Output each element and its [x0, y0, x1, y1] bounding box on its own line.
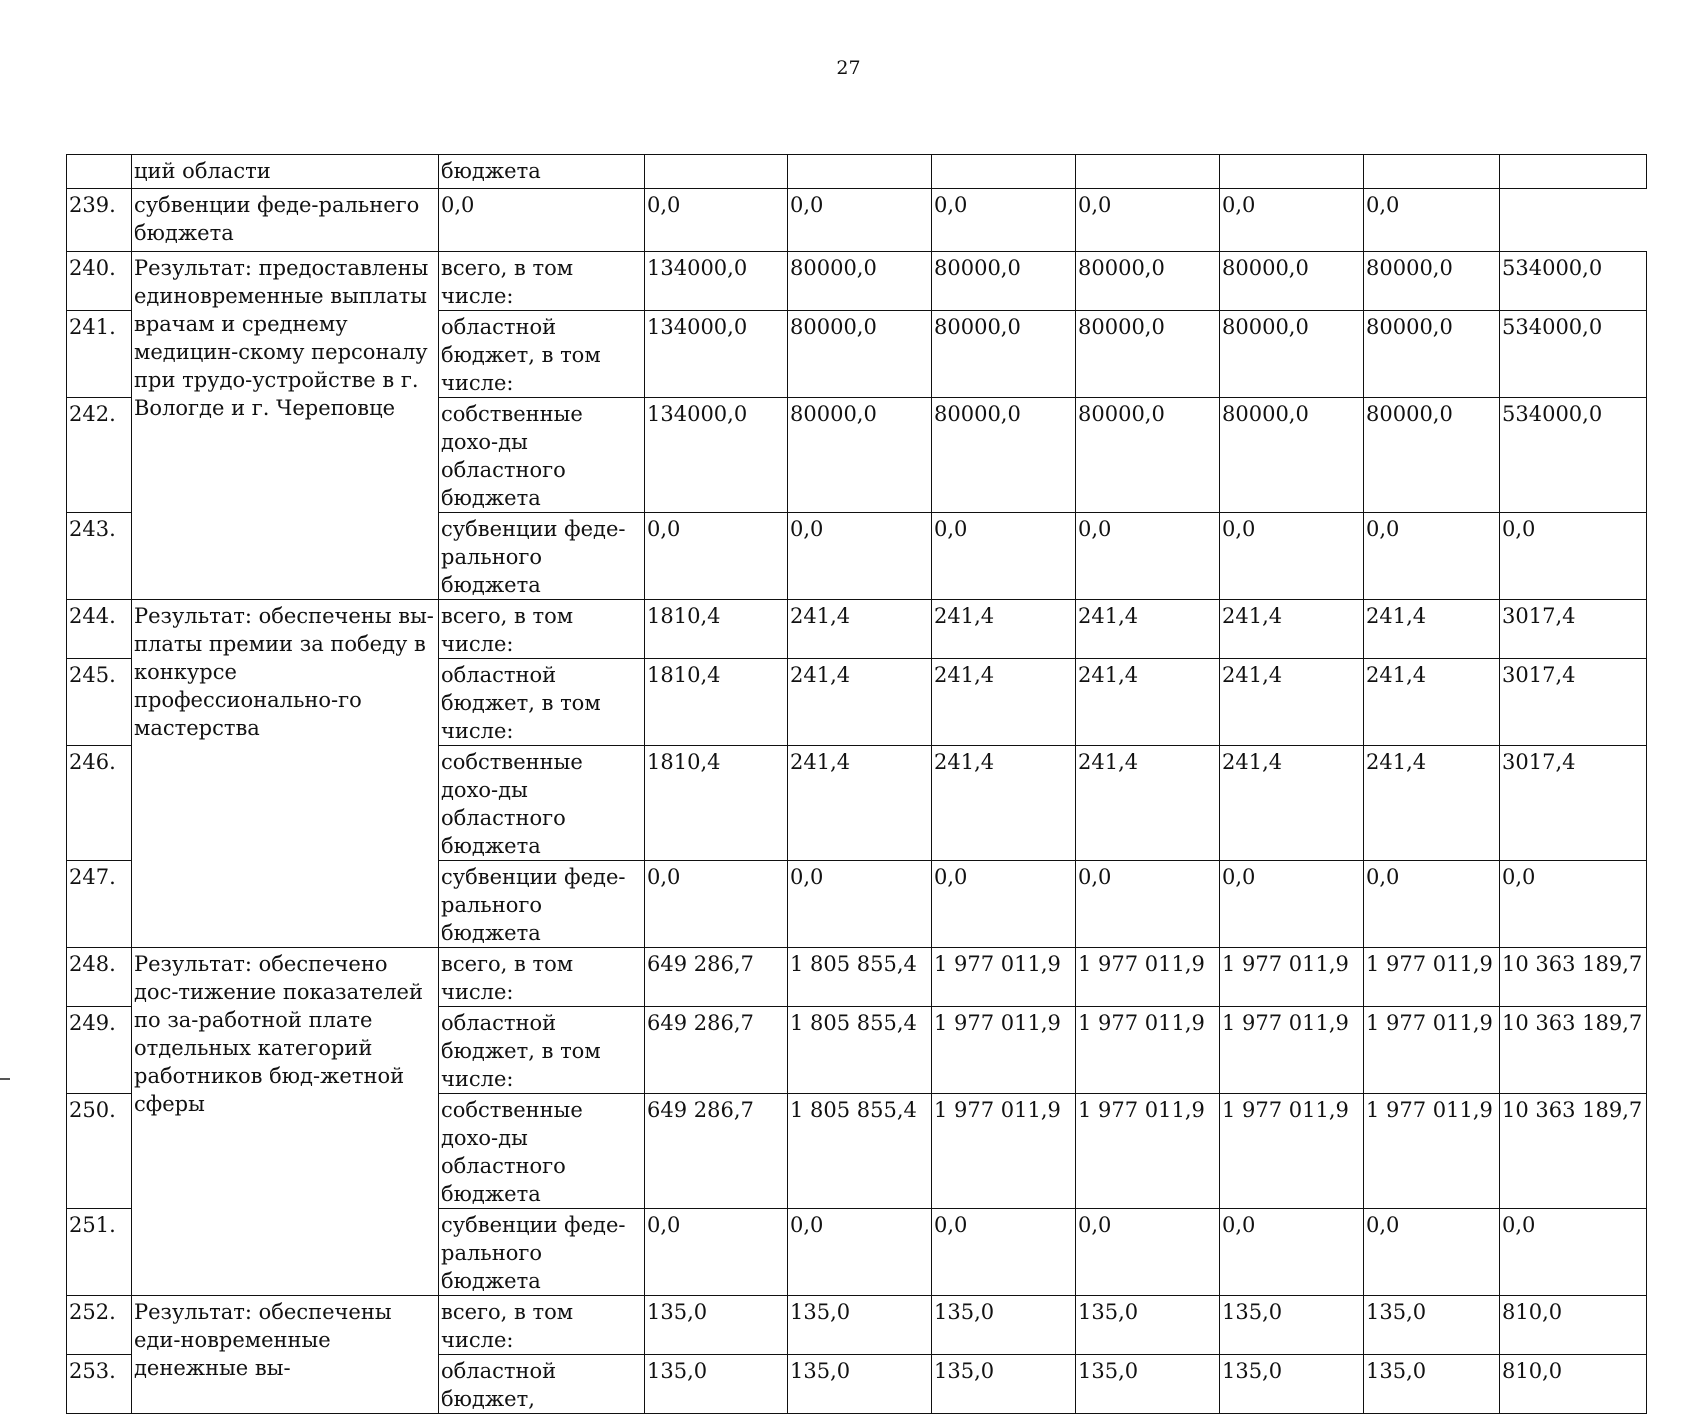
table-row [67, 600, 1647, 659]
year-value-cell: 0,0 [932, 1209, 1076, 1296]
row-number: 252. [67, 1296, 132, 1355]
year-value-cell: 1 977 011,9 [1220, 948, 1364, 1007]
row-number [67, 155, 132, 189]
row-number: 249. [67, 1007, 132, 1094]
year-value-cell: 0,0 [1076, 513, 1220, 600]
year-value-cell: 241,4 [1364, 746, 1500, 861]
row-number: 242. [67, 398, 132, 513]
row-number: 245. [67, 659, 132, 746]
year-value-cell: 80000,0 [788, 252, 932, 311]
year-value-cell: 0,0 [1364, 1209, 1500, 1296]
total-value-cell: 0,0 [1364, 189, 1500, 252]
year-value-cell: 649 286,7 [645, 948, 788, 1007]
page-number: 27 [836, 57, 861, 79]
year-value-cell: 0,0 [932, 189, 1076, 252]
table-row [67, 1296, 1647, 1355]
year-value-cell: 135,0 [645, 1355, 788, 1414]
table-row [67, 155, 1647, 189]
funding-source: субвенции феде-рального бюджета [439, 1209, 645, 1296]
row-number: 251. [67, 1209, 132, 1296]
year-value-cell: 135,0 [932, 1355, 1076, 1414]
year-value-cell: 649 286,7 [645, 1094, 788, 1209]
year-value-cell: 1 977 011,9 [1076, 1007, 1220, 1094]
total-value-cell: 10 363 189,7 [1500, 948, 1647, 1007]
result-description: Результат: предоставлены единовременные выплаты врачам и среднему медицин-скому персоналу при трудо-устройстве в г. Вологде и г. Череповце [132, 252, 439, 600]
total-value-cell: 534000,0 [1500, 398, 1647, 513]
year-value-cell: 134000,0 [645, 398, 788, 513]
year-value-cell: 0,0 [645, 861, 788, 948]
year-value-cell: 241,4 [788, 600, 932, 659]
year-value-cell [1076, 155, 1220, 189]
year-value-cell: 1 977 011,9 [932, 948, 1076, 1007]
result-description: Результат: обеспечены еди-новременные денежные вы- [132, 1296, 439, 1414]
year-value-cell: 0,0 [1220, 861, 1364, 948]
funding-source: субвенции феде-ральнего бюджета [132, 189, 439, 252]
funding-source: всего, в том числе: [439, 600, 645, 659]
year-value-cell: 80000,0 [932, 311, 1076, 398]
year-value-cell: 0,0 [645, 1209, 788, 1296]
funding-source: областной бюджет, в том числе: [439, 659, 645, 746]
year-value-cell: 1 805 855,4 [788, 948, 932, 1007]
funding-source: всего, в том числе: [439, 1296, 645, 1355]
year-value-cell: 1 977 011,9 [1076, 1094, 1220, 1209]
year-value-cell: 1 977 011,9 [1220, 1094, 1364, 1209]
year-value-cell: 1810,4 [645, 746, 788, 861]
margin-mark [0, 1078, 10, 1080]
year-value-cell: 0,0 [1220, 513, 1364, 600]
total-value-cell: 810,0 [1500, 1296, 1647, 1355]
result-description: Результат: обеспечены вы-платы премии за победу в конкурсе профессионально-го мастерства [132, 600, 439, 948]
year-value-cell: 241,4 [1364, 600, 1500, 659]
year-value-cell: 0,0 [1220, 189, 1364, 252]
total-value-cell: 0,0 [1500, 1209, 1647, 1296]
year-value-cell: 135,0 [788, 1355, 932, 1414]
year-value-cell: 80000,0 [1220, 252, 1364, 311]
year-value-cell: 1 977 011,9 [932, 1094, 1076, 1209]
total-value-cell: 810,0 [1500, 1355, 1647, 1414]
year-value-cell: 241,4 [1364, 659, 1500, 746]
total-value-cell: 3017,4 [1500, 746, 1647, 861]
year-value-cell: 241,4 [1220, 600, 1364, 659]
total-value-cell: 534000,0 [1500, 252, 1647, 311]
year-value-cell: 134000,0 [645, 252, 788, 311]
funding-source: областной бюджет, в том числе: [439, 1007, 645, 1094]
year-value-cell: 0,0 [788, 1209, 932, 1296]
year-value-cell: 0,0 [932, 861, 1076, 948]
year-value-cell: 135,0 [1076, 1355, 1220, 1414]
total-value-cell: 10 363 189,7 [1500, 1007, 1647, 1094]
year-value-cell: 1810,4 [645, 659, 788, 746]
year-value-cell: 241,4 [1076, 659, 1220, 746]
year-value-cell: 1 977 011,9 [1364, 1007, 1500, 1094]
year-value-cell: 0,0 [1220, 1209, 1364, 1296]
row-number: 247. [67, 861, 132, 948]
year-value-cell: 80000,0 [932, 398, 1076, 513]
year-value-cell: 0,0 [1364, 513, 1500, 600]
funding-source: собственные дохо-ды областного бюджета [439, 1094, 645, 1209]
total-value-cell: 0,0 [1500, 513, 1647, 600]
total-value-cell: 534000,0 [1500, 311, 1647, 398]
year-value-cell: 80000,0 [1076, 311, 1220, 398]
row-number: 244. [67, 600, 132, 659]
year-value-cell [932, 155, 1076, 189]
year-value-cell: 80000,0 [788, 311, 932, 398]
result-description: ций области [132, 155, 439, 189]
year-value-cell: 1 977 011,9 [1076, 948, 1220, 1007]
row-number: 253. [67, 1355, 132, 1414]
funding-source: бюджета [439, 155, 645, 189]
year-value-cell: 241,4 [932, 600, 1076, 659]
year-value-cell: 649 286,7 [645, 1007, 788, 1094]
year-value-cell: 0,0 [645, 189, 788, 252]
year-value-cell: 0,0 [788, 513, 932, 600]
year-value-cell: 80000,0 [1364, 252, 1500, 311]
year-value-cell: 241,4 [932, 659, 1076, 746]
table-row [67, 948, 1647, 1007]
year-value-cell: 241,4 [1076, 746, 1220, 861]
year-value-cell: 135,0 [1076, 1296, 1220, 1355]
funding-source: собственные дохо-ды областного бюджета [439, 398, 645, 513]
funding-source: субвенции феде-рального бюджета [439, 513, 645, 600]
year-value-cell [645, 155, 788, 189]
year-value-cell: 0,0 [788, 189, 932, 252]
funding-source: всего, в том числе: [439, 948, 645, 1007]
year-value-cell: 1 977 011,9 [1364, 1094, 1500, 1209]
year-value-cell: 80000,0 [1076, 252, 1220, 311]
year-value-cell: 0,0 [645, 513, 788, 600]
result-description: Результат: обеспечено дос-тижение показателей по за-работной плате отдельных категорий работников бюд-жетной сферы [132, 948, 439, 1296]
year-value-cell: 80000,0 [1364, 311, 1500, 398]
year-value-cell: 135,0 [1364, 1355, 1500, 1414]
year-value-cell: 241,4 [1220, 659, 1364, 746]
funding-source: областной бюджет, [439, 1355, 645, 1414]
year-value-cell: 80000,0 [1220, 311, 1364, 398]
year-value-cell: 80000,0 [932, 252, 1076, 311]
year-value-cell: 0,0 [932, 513, 1076, 600]
funding-source: субвенции феде-рального бюджета [439, 861, 645, 948]
table-row [67, 189, 1647, 252]
row-number: 240. [67, 252, 132, 311]
total-value-cell [1500, 155, 1647, 189]
year-value-cell: 241,4 [1076, 600, 1220, 659]
year-value-cell: 135,0 [1220, 1296, 1364, 1355]
funding-source: собственные дохо-ды областного бюджета [439, 746, 645, 861]
year-value-cell: 1 805 855,4 [788, 1094, 932, 1209]
row-number: 250. [67, 1094, 132, 1209]
funding-source: всего, в том числе: [439, 252, 645, 311]
year-value-cell: 80000,0 [1364, 398, 1500, 513]
year-value-cell: 1 805 855,4 [788, 1007, 932, 1094]
year-value-cell: 135,0 [788, 1296, 932, 1355]
funding-source: областной бюджет, в том числе: [439, 311, 645, 398]
row-number: 248. [67, 948, 132, 1007]
row-number: 239. [67, 189, 132, 252]
total-value-cell: 3017,4 [1500, 600, 1647, 659]
year-value-cell: 241,4 [1220, 746, 1364, 861]
row-number: 241. [67, 311, 132, 398]
year-value-cell: 1 977 011,9 [932, 1007, 1076, 1094]
budget-table [66, 154, 1647, 1414]
year-value-cell: 135,0 [932, 1296, 1076, 1355]
year-value-cell: 0,0 [1076, 861, 1220, 948]
year-value-cell: 1 977 011,9 [1364, 948, 1500, 1007]
row-number: 246. [67, 746, 132, 861]
year-value-cell: 0,0 [1076, 1209, 1220, 1296]
year-value-cell: 135,0 [1364, 1296, 1500, 1355]
year-value-cell: 0,0 [1076, 189, 1220, 252]
year-value-cell: 1 977 011,9 [1220, 1007, 1364, 1094]
year-value-cell: 241,4 [788, 659, 932, 746]
row-number: 243. [67, 513, 132, 600]
total-value-cell: 0,0 [1500, 861, 1647, 948]
year-value-cell: 0,0 [439, 189, 645, 252]
year-value-cell [788, 155, 932, 189]
year-value-cell: 80000,0 [1076, 398, 1220, 513]
year-value-cell: 241,4 [788, 746, 932, 861]
year-value-cell: 1810,4 [645, 600, 788, 659]
total-value-cell: 10 363 189,7 [1500, 1094, 1647, 1209]
year-value-cell: 80000,0 [1220, 398, 1364, 513]
year-value-cell: 134000,0 [645, 311, 788, 398]
total-value-cell: 3017,4 [1500, 659, 1647, 746]
year-value-cell [1220, 155, 1364, 189]
table-body [67, 155, 1647, 1414]
year-value-cell: 135,0 [1220, 1355, 1364, 1414]
year-value-cell: 241,4 [932, 746, 1076, 861]
table-row [67, 252, 1647, 311]
year-value-cell: 135,0 [645, 1296, 788, 1355]
year-value-cell [1364, 155, 1500, 189]
year-value-cell: 80000,0 [788, 398, 932, 513]
year-value-cell: 0,0 [788, 861, 932, 948]
year-value-cell: 0,0 [1364, 861, 1500, 948]
